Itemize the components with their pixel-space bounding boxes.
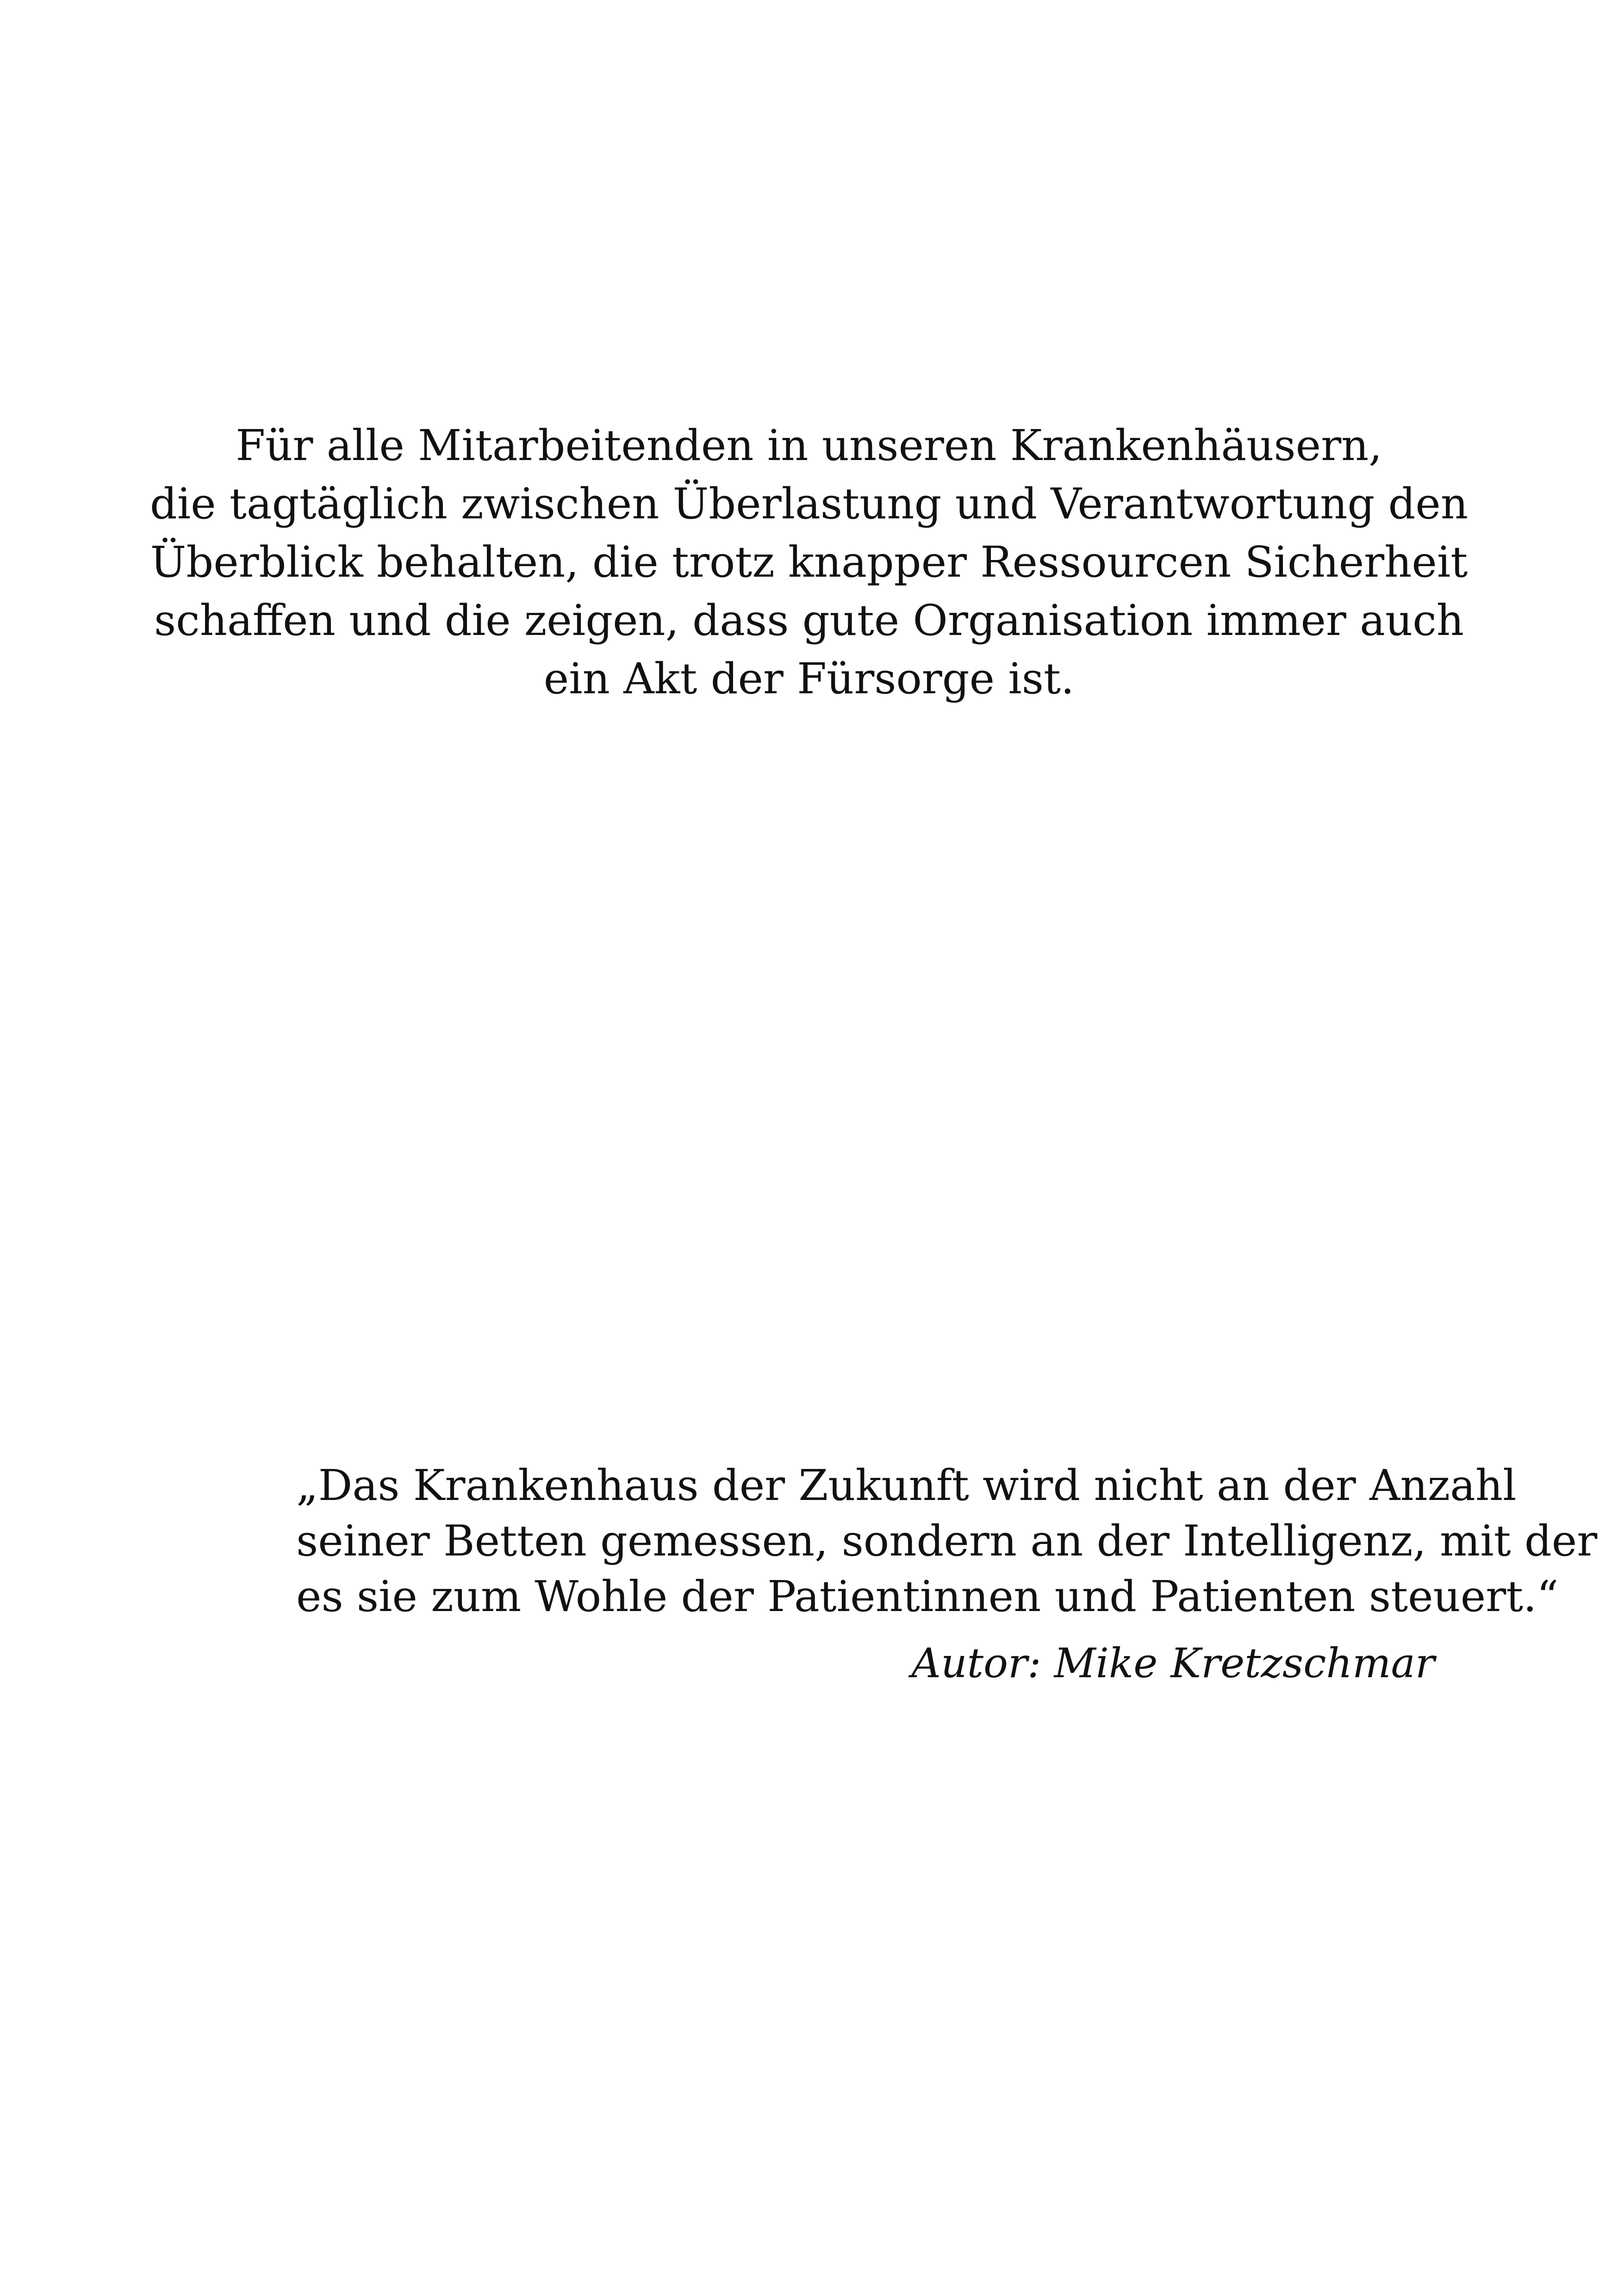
dedication-line: die tagtäglich zwischen Überlastung und Verantwortung den xyxy=(149,479,1469,529)
dedication-line: schaffen und die zeigen, dass gute Organisation immer auch xyxy=(154,596,1464,645)
quote-line: es sie zum Wohle der Patientinnen und Patienten steuert.“ xyxy=(296,1572,1559,1621)
quote-line: „Das Krankenhaus der Zukunft wird nicht an der Anzahl xyxy=(296,1461,1517,1510)
dedication-line: Für alle Mitarbeitenden in unseren Krankenhäusern, xyxy=(236,421,1382,470)
quote-author: Autor: Mike Kretzschmar xyxy=(911,1639,1435,1687)
dedication-line: ein Akt der Fürsorge ist. xyxy=(543,654,1075,703)
dedication-text xyxy=(0,417,1618,708)
dedication-line: Überblick behalten, die trotz knapper Ressourcen Sicherheit xyxy=(150,537,1468,587)
quote-line: seiner Betten gemessen, sondern an der Intelligenz, mit der xyxy=(296,1516,1598,1566)
quote-text xyxy=(296,1458,1598,1624)
